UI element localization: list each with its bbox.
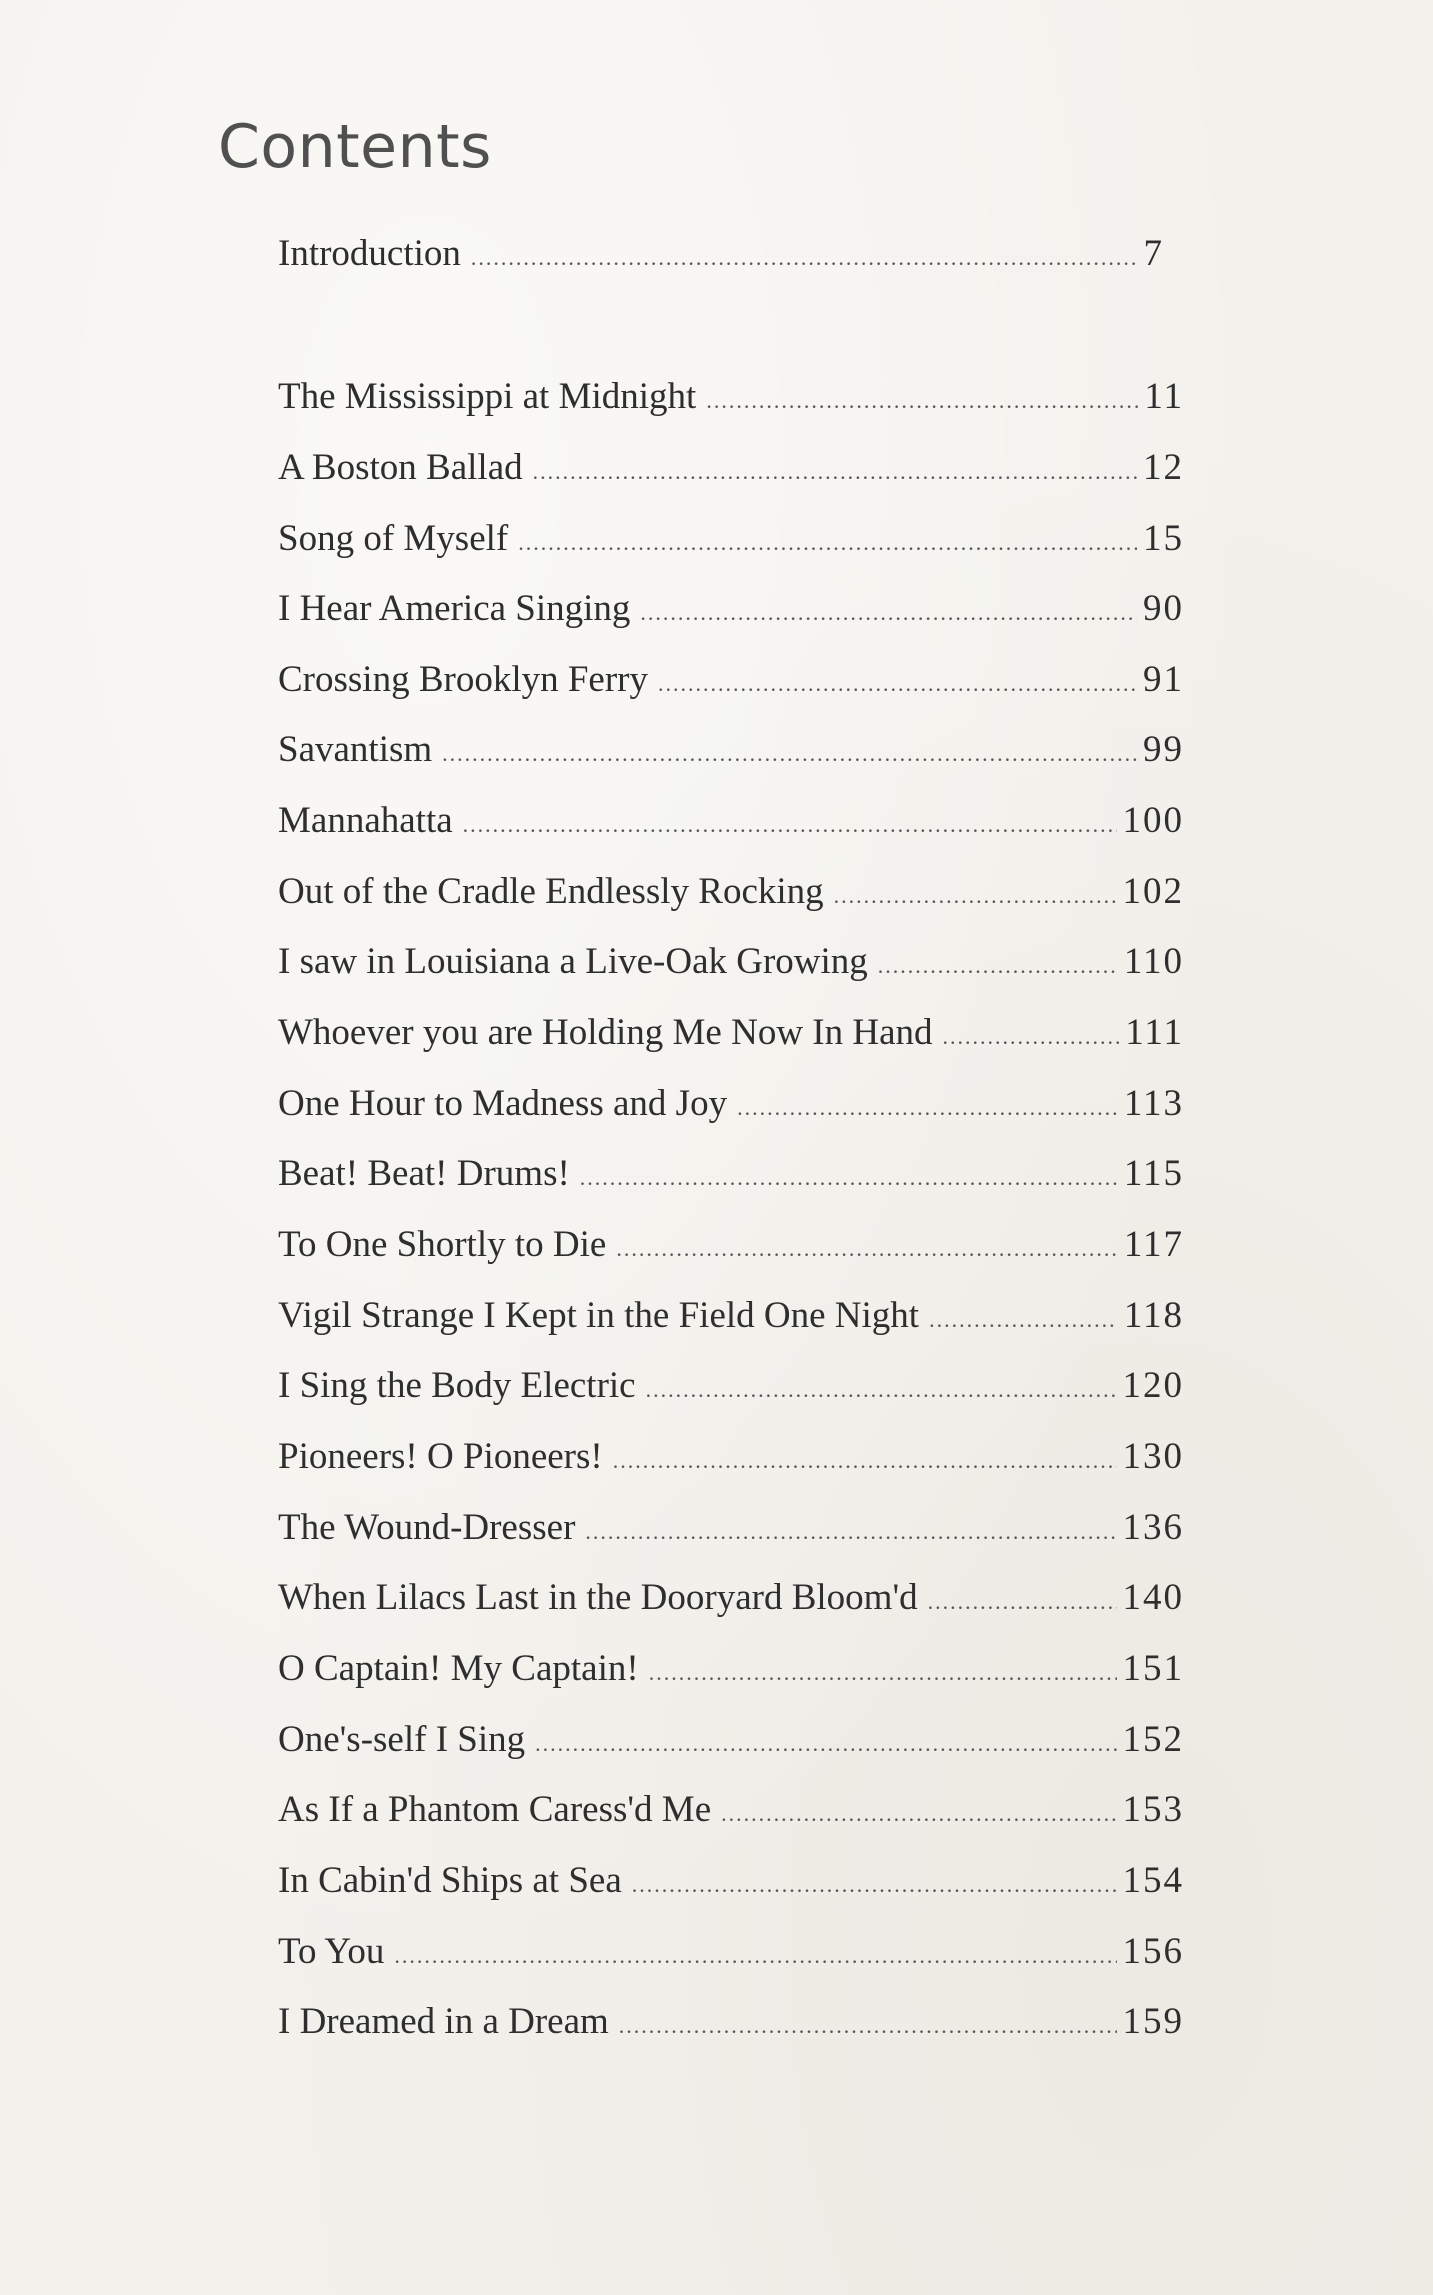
dot-leader	[834, 885, 1117, 907]
dot-leader	[721, 1803, 1116, 1825]
toc-entry-title: Crossing Brooklyn Ferry	[278, 659, 648, 700]
toc-entry-page-number: 151	[1122, 1648, 1184, 1689]
toc-entry-title: I Sing the Body Electric	[278, 1365, 636, 1406]
toc-entry[interactable]	[278, 1011, 1184, 1061]
toc-entry-page-number: 100	[1122, 800, 1184, 841]
dot-leader	[471, 247, 1138, 269]
toc-entry-title: Mannahatta	[278, 800, 453, 841]
toc-entry[interactable]	[278, 1788, 1184, 1838]
toc-entry-page-number: 115	[1123, 1153, 1184, 1194]
toc-entry-title: Song of Myself	[278, 518, 509, 559]
toc-entry-page-number: 113	[1123, 1083, 1184, 1124]
toc-entry-title: Whoever you are Holding Me Now In Hand	[278, 1012, 933, 1053]
toc-entry[interactable]	[278, 1082, 1184, 1132]
toc-entry-page-number: 111	[1125, 1012, 1184, 1053]
dot-leader	[646, 1379, 1117, 1401]
toc-entry[interactable]	[278, 870, 1184, 920]
toc-entry[interactable]	[278, 1435, 1184, 1485]
dot-leader	[613, 1450, 1117, 1472]
toc-entry[interactable]	[278, 1859, 1184, 1909]
dot-leader	[442, 743, 1137, 765]
toc-entry-page-number: 153	[1122, 1789, 1184, 1830]
toc-entry[interactable]	[278, 658, 1184, 708]
dot-leader	[928, 1591, 1117, 1613]
toc-entry-title: Beat! Beat! Drums!	[278, 1153, 570, 1194]
toc-entry[interactable]	[278, 728, 1184, 778]
toc-entry-page-number: 156	[1122, 1931, 1184, 1972]
dot-leader	[737, 1097, 1118, 1119]
dot-leader	[929, 1309, 1118, 1331]
toc-entry-title: As If a Phantom Caress'd Me	[278, 1789, 712, 1830]
toc-entry-title: To You	[278, 1931, 385, 1972]
toc-entry[interactable]	[278, 1576, 1184, 1626]
toc-entry[interactable]	[278, 1223, 1184, 1273]
toc-entry-page-number: 90	[1143, 588, 1184, 629]
toc-entry-page-number: 136	[1122, 1507, 1184, 1548]
dot-leader	[640, 602, 1137, 624]
toc-entry-title: I Dreamed in a Dream	[278, 2001, 609, 2042]
dot-leader	[518, 532, 1137, 554]
dot-leader	[632, 1874, 1117, 1896]
dot-leader	[533, 461, 1137, 483]
toc-entry-page-number: 117	[1123, 1224, 1184, 1265]
dot-leader	[943, 1026, 1120, 1048]
toc-entry-title: Vigil Strange I Kept in the Field One Night	[278, 1295, 920, 1336]
toc-entry-page-number: 130	[1122, 1436, 1184, 1477]
toc-entry-introduction[interactable]	[278, 232, 1164, 282]
toc-entry-page-number: 12	[1143, 447, 1184, 488]
toc-entry[interactable]	[278, 1294, 1184, 1344]
toc-entry-page-number: 102	[1122, 871, 1184, 912]
toc-entry-title: I Hear America Singing	[278, 588, 631, 629]
toc-entry[interactable]	[278, 1364, 1184, 1414]
toc-entry-title: In Cabin'd Ships at Sea	[278, 1860, 622, 1901]
dot-leader	[463, 814, 1117, 836]
toc-entry-title: The Wound-Dresser	[278, 1507, 576, 1548]
toc-entry-page-number: 99	[1143, 729, 1184, 770]
toc-entry-title: O Captain! My Captain!	[278, 1648, 639, 1689]
toc-entry[interactable]	[278, 446, 1184, 496]
toc-entry-title: A Boston Ballad	[278, 447, 523, 488]
toc-entry-page-number: 7	[1143, 233, 1164, 274]
toc-entry-page-number: 118	[1123, 1295, 1184, 1336]
toc-entry-page-number: 159	[1122, 2001, 1184, 2042]
dot-leader	[585, 1521, 1116, 1543]
dot-leader	[394, 1945, 1116, 1967]
toc-entry-title: The Mississippi at Midnight	[278, 376, 697, 417]
dot-leader	[535, 1733, 1116, 1755]
dot-leader	[878, 955, 1118, 977]
toc-entry[interactable]	[278, 1647, 1184, 1697]
toc-entry-page-number: 11	[1144, 376, 1184, 417]
page-title: Contents	[218, 112, 492, 182]
toc-entry-page-number: 15	[1143, 518, 1184, 559]
toc-entry-title: I saw in Louisiana a Live-Oak Growing	[278, 941, 868, 982]
toc-entry-page-number: 91	[1143, 659, 1184, 700]
toc-entry[interactable]	[278, 517, 1184, 567]
dot-leader	[580, 1167, 1118, 1189]
toc-entry[interactable]	[278, 587, 1184, 637]
toc-entry-title: To One Shortly to Die	[278, 1224, 607, 1265]
dot-leader	[658, 673, 1137, 695]
toc-entry[interactable]	[278, 799, 1184, 849]
toc-entry-title: Savantism	[278, 729, 433, 770]
toc-entry-title: Out of the Cradle Endlessly Rocking	[278, 871, 824, 912]
toc-entry-page-number: 140	[1122, 1577, 1184, 1618]
toc-entry[interactable]	[278, 375, 1184, 425]
toc-entry[interactable]	[278, 940, 1184, 990]
dot-leader	[706, 390, 1138, 412]
toc-entry[interactable]	[278, 1152, 1184, 1202]
toc-entry-title: Pioneers! O Pioneers!	[278, 1436, 603, 1477]
toc-entry-page-number: 154	[1122, 1860, 1184, 1901]
toc-entry[interactable]	[278, 1718, 1184, 1768]
toc-entry-page-number: 152	[1122, 1719, 1184, 1760]
toc-entry[interactable]	[278, 2000, 1184, 2050]
toc-entry[interactable]	[278, 1506, 1184, 1556]
toc-entry-page-number: 110	[1123, 941, 1184, 982]
dot-leader	[619, 2015, 1117, 2037]
dot-leader	[616, 1238, 1118, 1260]
toc-entry-title: One's-self I Sing	[278, 1719, 526, 1760]
dot-leader	[649, 1662, 1117, 1684]
toc-entry-title: Introduction	[278, 233, 461, 274]
toc-entry-page-number: 120	[1122, 1365, 1184, 1406]
toc-entry-title: One Hour to Madness and Joy	[278, 1083, 728, 1124]
toc-entry[interactable]	[278, 1930, 1184, 1980]
toc-entry-title: When Lilacs Last in the Dooryard Bloom'd	[278, 1577, 918, 1618]
